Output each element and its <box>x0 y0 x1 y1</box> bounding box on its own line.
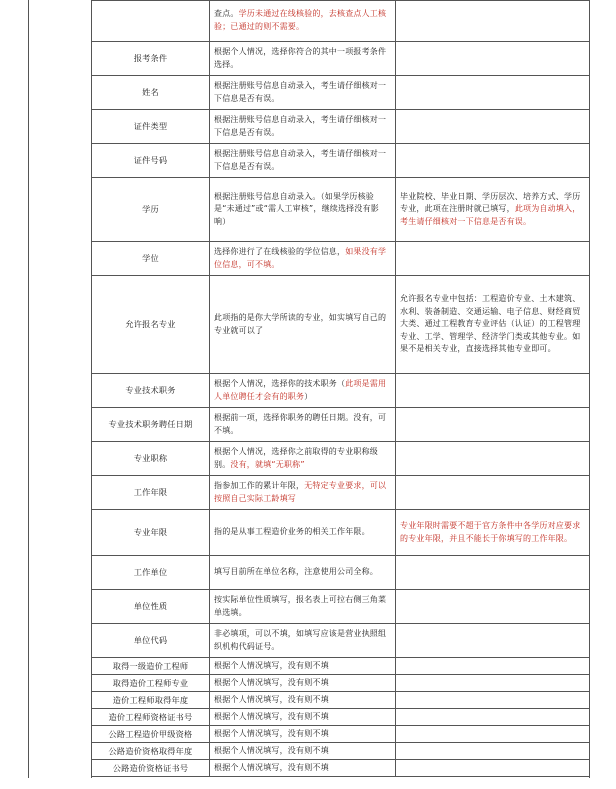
field-instruction <box>210 242 396 276</box>
field-note <box>396 658 590 675</box>
field-note <box>396 178 590 242</box>
field-note <box>396 76 590 110</box>
instruction-text: 根据个人情况填写，没有则不填 <box>214 745 329 755</box>
field-note <box>396 709 590 726</box>
field-instruction <box>210 76 396 110</box>
field-label: 专业年限 <box>92 510 210 556</box>
table-row <box>92 692 590 709</box>
field-instruction <box>210 556 396 590</box>
field-note <box>396 743 590 760</box>
field-label: 公路工程造价甲级资格 <box>92 726 210 743</box>
field-note <box>396 374 590 408</box>
field-note <box>396 476 590 510</box>
field-instruction <box>210 510 396 556</box>
instruction-text: 指参加工作的累计年限， <box>214 480 305 490</box>
field-instruction <box>210 726 396 743</box>
highlighted-instruction-text: 此项是需用人单位聘任才会有的职务 <box>214 378 387 401</box>
field-note <box>396 692 590 709</box>
table-row <box>92 556 590 590</box>
field-note <box>396 726 590 743</box>
field-label: 造价工程师资格证书号 <box>92 709 210 726</box>
instruction-text: 根据注册账号信息自动录入，考生请仔细核对一下信息是否有误。 <box>214 114 387 137</box>
field-label: 报考条件 <box>92 42 210 76</box>
field-instruction <box>210 476 396 510</box>
field-note <box>396 42 590 76</box>
field-note <box>396 675 590 692</box>
instruction-text: 根据个人情况填写，没有则不填 <box>214 660 329 670</box>
instruction-text: 根据个人情况填写，没有则不填 <box>214 711 329 721</box>
field-instruction <box>210 110 396 144</box>
highlighted-instruction-text: 学历未通过在线核验的，去核查点人工核验；已通过的则不需要。 <box>214 9 387 31</box>
field-label: 公路造价资格证书号 <box>92 760 210 777</box>
table-row <box>92 42 590 76</box>
highlighted-instruction-text: 没有，就填“无职称” <box>230 459 305 469</box>
instruction-text: 根据个人情况，选择你的技术职务（ <box>214 378 346 388</box>
field-label: 姓名 <box>92 76 210 110</box>
table-row <box>92 76 590 110</box>
field-instruction <box>210 178 396 242</box>
field-instruction <box>210 658 396 675</box>
field-note <box>396 510 590 556</box>
field-label: 单位代码 <box>92 624 210 658</box>
field-instruction <box>210 743 396 760</box>
instruction-text: 根据个人情况填写，没有则不填 <box>214 677 329 687</box>
table-row <box>92 408 590 442</box>
field-note <box>396 760 590 777</box>
instruction-text: 根据个人情况填写，没有则不填 <box>214 694 329 704</box>
field-instruction <box>210 675 396 692</box>
table-row <box>92 178 590 242</box>
form-instructions-sheet <box>28 0 590 778</box>
highlighted-note-text: 专业年限时需要不超于官方条件中各学历对应要求的专业年限，并且不能长于你填写的工作年限。 <box>400 520 581 543</box>
field-label: 取得一级造价工程师 <box>92 658 210 675</box>
field-note <box>396 408 590 442</box>
instruction-text: 指的是从事工程造价业务的相关工作年限。 <box>214 527 370 537</box>
field-label: 工作单位 <box>92 556 210 590</box>
table-row <box>92 476 590 510</box>
field-instruction <box>210 374 396 408</box>
field-label: 单位性质 <box>92 590 210 624</box>
field-instruction <box>210 709 396 726</box>
field-instruction <box>210 692 396 709</box>
field-label: 证件类型 <box>92 110 210 144</box>
field-label: 造价工程师取得年度 <box>92 692 210 709</box>
table-row <box>92 726 590 743</box>
field-note <box>396 624 590 658</box>
table-row <box>92 709 590 726</box>
field-instruction <box>210 408 396 442</box>
field-instruction <box>210 590 396 624</box>
instruction-text: 根据个人情况，选择你之前取得的专业职称级别。 <box>214 446 378 469</box>
field-instruction <box>210 442 396 476</box>
highlighted-instruction-text: 如果没有学位信息，可不填。 <box>214 246 387 269</box>
highlighted-instruction-text: 无特定专业要求，可以按照自己实际工龄填写 <box>214 480 387 503</box>
table-row <box>92 624 590 658</box>
highlighted-note-text: 此项为自动填入，考生请仔细核对一下信息是否有误。 <box>400 204 581 226</box>
instruction-text: 选择你进行了在线核验的学位信息， <box>214 246 346 256</box>
table-row <box>92 1 590 42</box>
table-row <box>92 242 590 276</box>
field-instruction <box>210 144 396 178</box>
field-note <box>396 276 590 374</box>
field-label: 学位 <box>92 242 210 276</box>
field-label: 证件号码 <box>92 144 210 178</box>
instruction-text: 填写目前所在单位名称，注意使用公司全称。 <box>214 567 378 577</box>
table-row <box>92 374 590 408</box>
field-instruction <box>210 1 396 42</box>
field-note <box>396 590 590 624</box>
field-label: 学历 <box>92 178 210 242</box>
instruction-text: 根据前一项，选择你职务的聘任日期。没有，可不填。 <box>214 412 387 435</box>
field-guide-table <box>91 0 590 777</box>
instruction-text: 根据注册账号信息自动录入。（如果学历核验是“未通过”或“需人工审核”，继续选择没有影响） <box>214 191 379 226</box>
field-instruction <box>210 624 396 658</box>
instruction-text: 根据注册账号信息自动录入，考生请仔细核对一下信息是否有误。 <box>214 80 387 103</box>
table-row <box>92 658 590 675</box>
table-row <box>92 442 590 476</box>
instruction-text: 此项指的是你大学所读的专业，如实填写自己的专业就可以了 <box>214 312 387 335</box>
field-label: 专业技术职务聘任日期 <box>92 408 210 442</box>
instruction-text: 根据个人情况填写，没有则不填 <box>214 762 329 772</box>
note-text: 允许报名专业中包括：工程造价专业、土木建筑、水利、装备制造、交通运输、电子信息、财经商贸大类、通过工程教育专业评估（认证）的工程管理专业、工学、管理学、经济学门类或其他专业。如果不是相关专业，直接选择其他专业即可。 <box>400 294 581 354</box>
field-label: 专业技术职务 <box>92 374 210 408</box>
field-note <box>396 556 590 590</box>
note-text: 毕业院校、毕业日期、学历层次、培养方式、学历专业，此项在注册时就已填写， <box>400 191 581 214</box>
field-label: 公路造价资格取得年度 <box>92 743 210 760</box>
field-note <box>396 242 590 276</box>
instruction-text: 查点。 <box>214 9 239 19</box>
field-label: 专业职称 <box>92 442 210 476</box>
field-label: 取得造价工程师专业 <box>92 675 210 692</box>
instruction-text: 根据注册账号信息自动录入，考生请仔细核对一下信息是否有误。 <box>214 148 387 171</box>
left-spacer-column <box>29 0 92 778</box>
field-instruction <box>210 42 396 76</box>
field-instruction <box>210 276 396 374</box>
field-note <box>396 144 590 178</box>
table-row <box>92 276 590 374</box>
field-label <box>92 1 210 42</box>
table-row <box>92 510 590 556</box>
field-note <box>396 110 590 144</box>
field-instruction <box>210 760 396 777</box>
table-row <box>92 743 590 760</box>
instruction-text: 根据个人情况，选择你符合的其中一项报考条件选择。 <box>214 46 387 69</box>
table-row <box>92 144 590 178</box>
table-row <box>92 590 590 624</box>
field-note <box>396 442 590 476</box>
instruction-text: 根据个人情况填写，没有则不填 <box>214 728 329 738</box>
instruction-text: 非必填项，可以不填，如填写应该是营业执照组织机构代码证号。 <box>214 628 387 651</box>
field-note <box>396 1 590 42</box>
instruction-text: 按实际单位性质填写，报名表上可拉右侧三角菜单选填。 <box>214 594 387 617</box>
field-label: 允许报名专业 <box>92 276 210 374</box>
instruction-text: ） <box>304 391 313 401</box>
table-row <box>92 760 590 777</box>
table-row <box>92 675 590 692</box>
table-row <box>92 110 590 144</box>
field-label: 工作年限 <box>92 476 210 510</box>
